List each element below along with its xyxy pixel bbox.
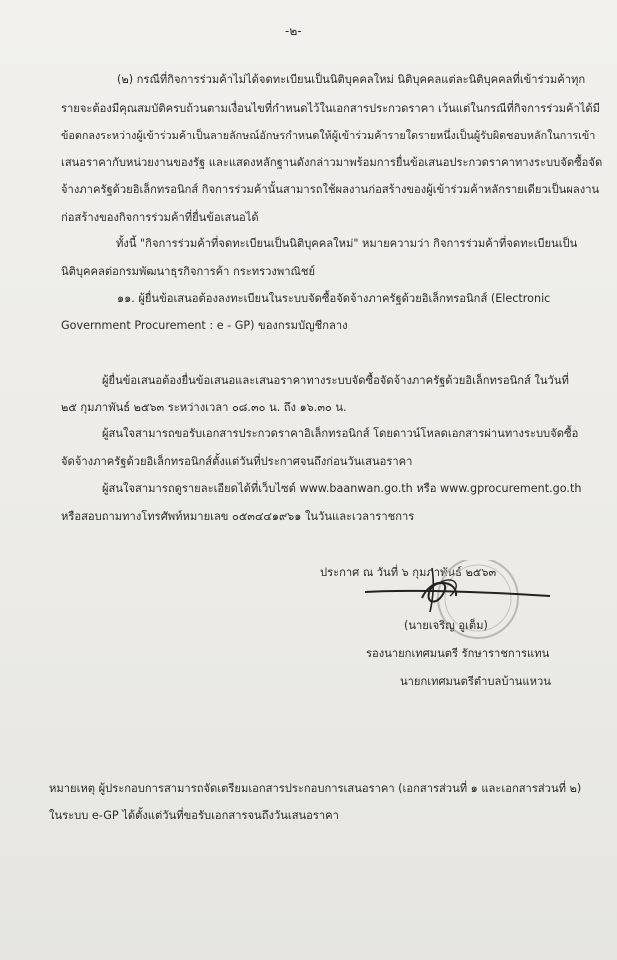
paragraph-line: หรือสอบถามทางโทรศัพท์หมายเลข ๐๕๓๔๔๑๙๖๑ ในวันและเวลาราชการ [61,510,415,523]
signer-name: (นายเจริญ อูเต็ม) [404,619,488,632]
paragraph-line: ก่อสร้างของกิจการร่วมค้าที่ยื่นข้อเสนอได้ [61,211,259,224]
note-line: ในระบบ e-GP ได้ตั้งแต่วันที่ขอรับเอกสารจนถึงวันเสนอราคา [49,809,339,822]
paragraph-line: (๒) กรณีที่กิจการร่วมค้าไม่ได้จดทะเบียนเป็นนิติบุคคลใหม่ นิติบุคคลแต่ละนิติบุคคลที่เข้าร่วมค้าทุก [117,73,586,86]
paragraph-line: ทั้งนี้ "กิจการร่วมค้าที่จดทะเบียนเป็นนิติบุคคลใหม่" หมายความว่า กิจการร่วมค้าที่จดทะเบียนเป็น [116,237,578,250]
paragraph-line: ข้อตกลงระหว่างผู้เข้าร่วมค้าเป็นลายลักษณ์อักษรกำหนดให้ผู้เข้าร่วมค้ารายใดรายหนึ่งเป็นผู้รับผิดชอบหลักในการเข้า [61,129,596,142]
paragraph-line: นิติบุคคลต่อกรมพัฒนาธุรกิจการค้า กระทรวงพาณิชย์ [61,265,316,278]
paragraph-line: เสนอราคากับหน่วยงานของรัฐ และแสดงหลักฐานดังกล่าวมาพร้อมการยื่นข้อเสนอประกวดราคาทางระบบจัดซื้อจัด [61,156,603,169]
signer-position: รองนายกเทศมนตรี รักษาราชการแทน [366,647,550,660]
paragraph-line: ๒๕ กุมภาพันธ์ ๒๕๖๓ ระหว่างเวลา ๐๘.๓๐ น. ถึง ๑๖.๓๐ น. [61,401,347,414]
official-stamp-and-signature [360,560,560,650]
paragraph-line: ผู้สนใจสามารถดูรายละเอียดได้ที่เว็บไซต์ www.baanwan.go.th หรือ www.gprocurement.go.th [102,482,582,495]
paragraph-line: Government Procurement : e - GP) ของกรมบัญชีกลาง [61,319,348,332]
paragraph-line: จัดจ้างภาครัฐด้วยอิเล็กทรอนิกส์ตั้งแต่วันที่ประกาศจนถึงก่อนวันเสนอราคา [61,455,413,468]
paragraph-line: รายจะต้องมีคุณสมบัติครบถ้วนตามเงื่อนไขที่กำหนดไว้ในเอกสารประกวดราคา เว้นแต่ในกรณีที่กิจการร่วมค้าได้มี [61,102,601,115]
paragraph-line: จ้างภาครัฐด้วยอิเล็กทรอนิกส์ กิจการร่วมค้านั้นสามารถใช้ผลงานก่อสร้างของผู้เข้าร่วมค้าหลักรายเดียวเป็นผลงาน [61,183,600,196]
announce-date: ประกาศ ณ วันที่ ๖ กุมภาพันธ์ ๒๕๖๓ [320,566,497,579]
paragraph-line: ผู้สนใจสามารถขอรับเอกสารประกวดราคาอิเล็กทรอนิกส์ โดยดาวน์โหลดเอกสารผ่านทางระบบจัดซื้อ [102,427,579,440]
note-line: หมายเหตุ ผู้ประกอบการสามารถจัดเตรียมเอกสารประกอบการเสนอราคา (เอกสารส่วนที่ ๑ และเอกสารส่วนที่ ๒) [49,782,582,795]
signer-position: นายกเทศมนตรีตำบลบ้านแหวน [400,675,551,688]
page-number: -๒- [285,24,302,38]
paragraph-line: ผู้ยื่นข้อเสนอต้องยื่นข้อเสนอและเสนอราคาทางระบบจัดซื้อจัดจ้างภาครัฐด้วยอิเล็กทรอนิกส์ ในวันที่ [102,374,569,387]
paragraph-line: ๑๑. ผู้ยื่นข้อเสนอต้องลงทะเบียนในระบบจัดซื้อจัดจ้างภาครัฐด้วยอิเล็กทรอนิกส์ (Electronic [117,292,551,305]
